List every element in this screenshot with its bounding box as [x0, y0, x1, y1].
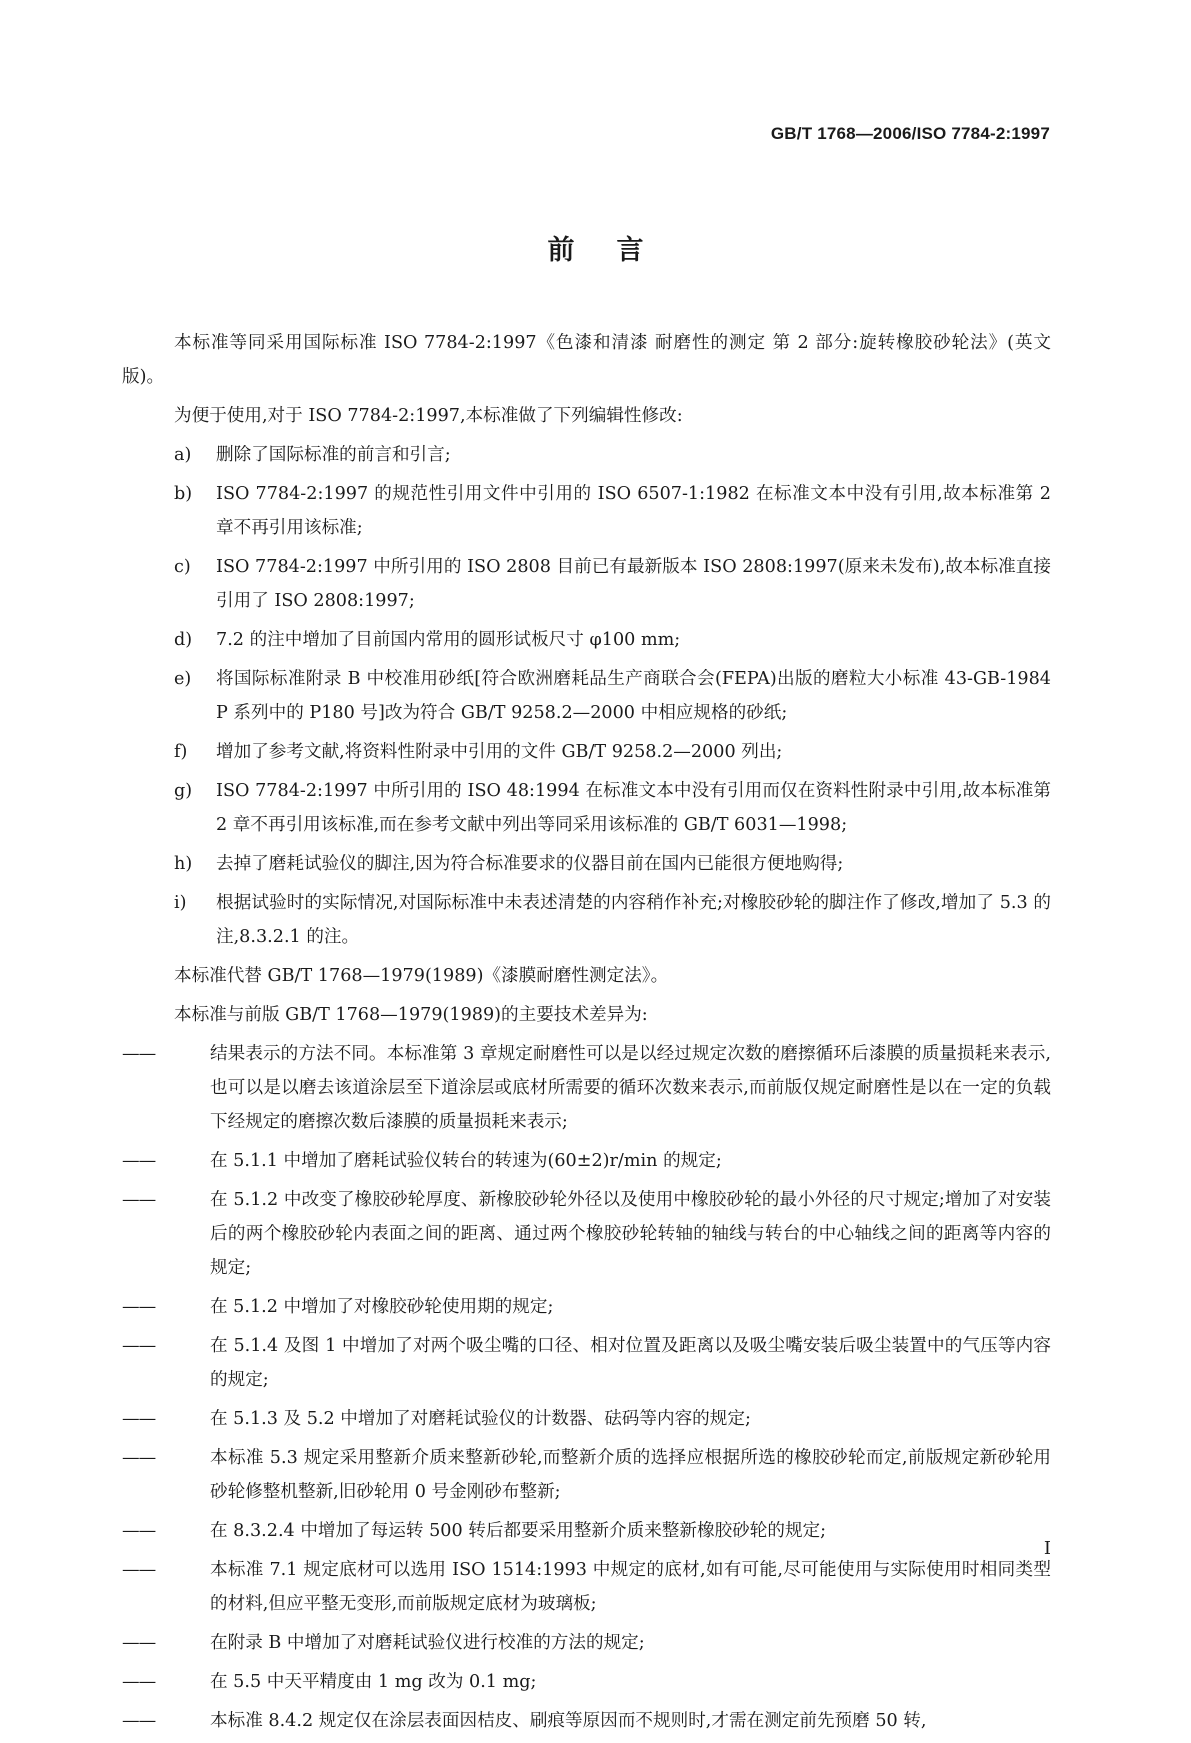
list-item-text: 在 5.1.4 及图 1 中增加了对两个吸尘嘴的口径、相对位置及距离以及吸尘嘴安装后吸尘装置中的气压等内容的规定; [210, 1336, 1051, 1390]
document-body [122, 326, 1051, 1743]
list-item [122, 1144, 1051, 1178]
list-item [122, 774, 1051, 842]
list-item-label: b) [174, 484, 193, 504]
list-item [122, 1441, 1051, 1509]
dash-marker: —— [122, 1448, 156, 1468]
list-item-text: ISO 7784-2:1997 中所引用的 ISO 48:1994 在标准文本中没有引用而仅在资料性附录中引用,故本标准第 2 章不再引用该标准,而在参考文献中列出等同采用该标准的 GB/T 6031—1998; [216, 781, 1051, 835]
list-item-label: i) [174, 893, 187, 913]
list-item-text: 在 5.1.2 中改变了橡胶砂轮厚度、新橡胶砂轮外径以及使用中橡胶砂轮的最小外径的尺寸规定;增加了对安装后的两个橡胶砂轮内表面之间的距离、通过两个橡胶砂轮转轴的轴线与转台的中心轴线之间的距离等内容的规定; [210, 1190, 1051, 1278]
dash-marker: —— [122, 1672, 156, 1692]
differences-list [122, 1037, 1051, 1738]
list-item [122, 886, 1051, 954]
list-item-text: 根据试验时的实际情况,对国际标准中未表述清楚的内容稍作补充;对橡胶砂轮的脚注作了修改,增加了 5.3 的注,8.3.2.1 的注。 [216, 893, 1051, 947]
list-item [122, 1037, 1051, 1139]
intro-paragraph: 本标准等同采用国际标准 ISO 7784-2:1997《色漆和清漆 耐磨性的测定 第 2 部分:旋转橡胶砂轮法》(英文版)。 [122, 333, 1051, 387]
list-item-text: 删除了国际标准的前言和引言; [216, 445, 451, 465]
dash-marker: —— [122, 1336, 156, 1356]
list-item-label: c) [174, 557, 191, 577]
list-item-label: a) [174, 445, 192, 465]
list-item [122, 1704, 1051, 1738]
dash-marker: —— [122, 1521, 156, 1541]
list-item [122, 1183, 1051, 1285]
list-item [122, 1553, 1051, 1621]
edit-list [122, 438, 1051, 954]
edit-intro-paragraph: 为便于使用,对于 ISO 7784-2:1997,本标准做了下列编辑性修改: [174, 406, 683, 426]
standard-code: GB/T 1768—2006/ISO 7784-2:1997 [770, 124, 1050, 143]
list-item [122, 550, 1051, 618]
list-item [122, 1514, 1051, 1548]
list-item-text: ISO 7784-2:1997 中所引用的 ISO 2808 目前已有最新版本 ISO 2808:1997(原来未发布),故本标准直接引用了 ISO 2808:1997; [216, 557, 1051, 611]
list-item-text: 结果表示的方法不同。本标准第 3 章规定耐磨性可以是以经过规定次数的磨擦循环后漆膜的质量损耗来表示,也可以是以磨去该道涂层至下道涂层或底材所需要的循环次数来表示,而前版仅规定耐磨性是以在一定的负载下经规定的磨擦次数后漆膜的质量损耗来表示; [210, 1044, 1051, 1132]
dash-marker: —— [122, 1711, 156, 1731]
page-number: I [1043, 1538, 1051, 1559]
list-item [122, 477, 1051, 545]
list-item-text: ISO 7784-2:1997 的规范性引用文件中引用的 ISO 6507-1:1982 在标准文本中没有引用,故本标准第 2 章不再引用该标准; [216, 484, 1051, 538]
list-item [122, 662, 1051, 730]
list-item [122, 438, 1051, 472]
list-item [122, 1626, 1051, 1660]
list-item-text: 在 5.1.2 中增加了对橡胶砂轮使用期的规定; [210, 1297, 554, 1317]
dash-marker: —— [122, 1044, 156, 1064]
differences-intro-paragraph: 本标准与前版 GB/T 1768—1979(1989)的主要技术差异为: [174, 1005, 648, 1025]
list-item-label: d) [174, 630, 193, 650]
replaces-paragraph: 本标准代替 GB/T 1768—1979(1989)《漆膜耐磨性测定法》。 [174, 966, 669, 986]
list-item-text: 在 5.1.1 中增加了磨耗试验仪转台的转速为(60±2)r/min 的规定; [210, 1151, 722, 1171]
list-item-label: f) [174, 742, 188, 762]
list-item-text: 在 8.3.2.4 中增加了每运转 500 转后都要采用整新介质来整新橡胶砂轮的规定; [210, 1521, 827, 1541]
list-item-text: 将国际标准附录 B 中校准用砂纸[符合欧洲磨耗品生产商联合会(FEPA)出版的磨粒大小标准 43-GB-1984 P 系列中的 P180 号]改为符合 GB/T 9258.2—2000 中相应规格的砂纸; [216, 669, 1051, 723]
list-item-text: 7.2 的注中增加了目前国内常用的圆形试板尺寸 φ100 mm; [216, 630, 681, 650]
list-item-text: 本标准 5.3 规定采用整新介质来整新砂轮,而整新介质的选择应根据所选的橡胶砂轮而定,前版规定新砂轮用砂轮修整机整新,旧砂轮用 0 号金刚砂布整新; [210, 1448, 1051, 1502]
list-item-label: e) [174, 669, 192, 689]
list-item [122, 1290, 1051, 1324]
list-item [122, 847, 1051, 881]
list-item-text: 在 5.1.3 及 5.2 中增加了对磨耗试验仪的计数器、砝码等内容的规定; [210, 1409, 751, 1429]
dash-marker: —— [122, 1409, 156, 1429]
list-item [122, 735, 1051, 769]
dash-marker: —— [122, 1633, 156, 1653]
list-item [122, 1329, 1051, 1397]
list-item-text: 本标准 7.1 规定底材可以选用 ISO 1514:1993 中规定的底材,如有可能,尽可能使用与实际使用时相同类型的材料,但应平整无变形,而前版规定底材为玻璃板; [210, 1560, 1051, 1614]
list-item-text: 在附录 B 中增加了对磨耗试验仪进行校准的方法的规定; [210, 1633, 645, 1653]
list-item-text: 在 5.5 中天平精度由 1 mg 改为 0.1 mg; [210, 1672, 537, 1692]
dash-marker: —— [122, 1297, 156, 1317]
list-item [122, 1665, 1051, 1699]
dash-marker: —— [122, 1151, 156, 1171]
list-item-label: g) [174, 781, 193, 801]
list-item-text: 去掉了磨耗试验仪的脚注,因为符合标准要求的仪器目前在国内已能很方便地购得; [216, 854, 844, 874]
list-item-text: 本标准 8.4.2 规定仅在涂层表面因桔皮、刷痕等原因而不规则时,才需在测定前先预磨 50 转, [210, 1711, 927, 1731]
page-title: 前言 [547, 235, 686, 266]
dash-marker: —— [122, 1560, 156, 1580]
list-item-label: h) [174, 854, 193, 874]
list-item [122, 623, 1051, 657]
list-item-text: 增加了参考文献,将资料性附录中引用的文件 GB/T 9258.2—2000 列出; [216, 742, 783, 762]
dash-marker: —— [122, 1190, 156, 1210]
list-item [122, 1402, 1051, 1436]
